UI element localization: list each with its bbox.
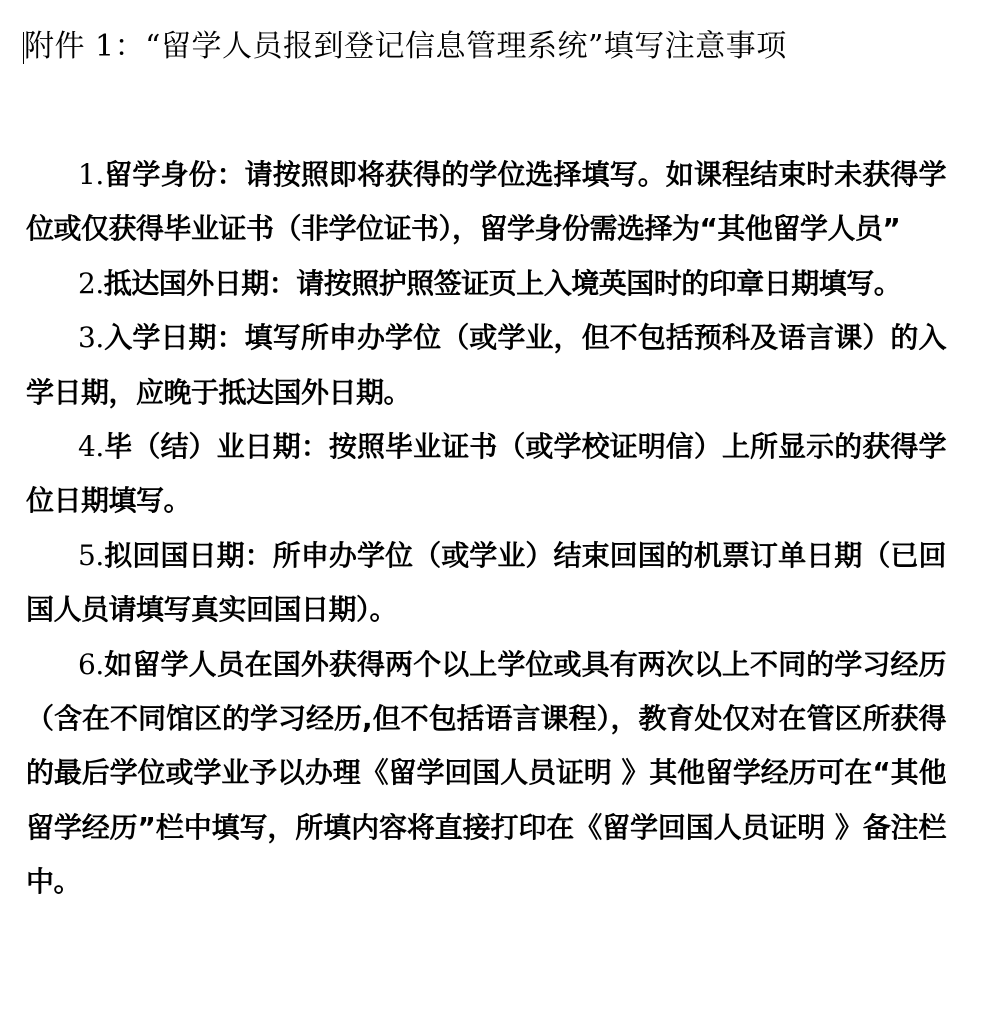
list-item [26, 148, 946, 257]
document-body [26, 148, 946, 910]
item-number: 6. [78, 647, 104, 681]
item-number: 2. [78, 266, 104, 300]
list-item [26, 529, 946, 638]
item-text: 如留学人员在国外获得两个以上学位或具有两次以上不同的学习经历（含在不同馆区的学习经历,但不包括语言课程），教育处仅对在管区所获得的最后学位或学业予以办理《留学回国人员证明 》其他留学经历可在“其他留学经历”栏中填写，所填内容将直接打印在《留学回国人员证明 》备注栏中。 [26, 647, 946, 899]
list-item [26, 638, 946, 910]
list-item [26, 311, 946, 420]
item-text: 入学日期：填写所申办学位（或学业，但不包括预科及语言课）的入学日期，应晚于抵达国外日期。 [26, 321, 946, 409]
list-item [26, 420, 946, 529]
item-text: 留学身份：请按照即将获得的学位选择填写。如课程结束时未获得学位或仅获得毕业证书（非学位证书），留学身份需选择为“其他留学人员” [26, 158, 946, 246]
item-number: 4. [78, 430, 104, 464]
item-text: 抵达国外日期：请按照护照签证页上入境英国时的印章日期填写。 [103, 266, 902, 300]
item-text: 毕（结）业日期：按照毕业证书（或学校证明信）上所显示的获得学位日期填写。 [26, 430, 946, 518]
item-number: 3. [78, 321, 104, 355]
item-text: 拟回国日期：所申办学位（或学业）结束回国的机票订单日期（已回国人员请填写真实回国日期）。 [26, 538, 946, 627]
document-title: 附件 1：“留学人员报到登记信息管理系统”填写注意事项 [24, 29, 787, 64]
list-item [26, 257, 946, 311]
item-number: 1. [78, 158, 104, 191]
item-number: 5. [78, 538, 104, 572]
